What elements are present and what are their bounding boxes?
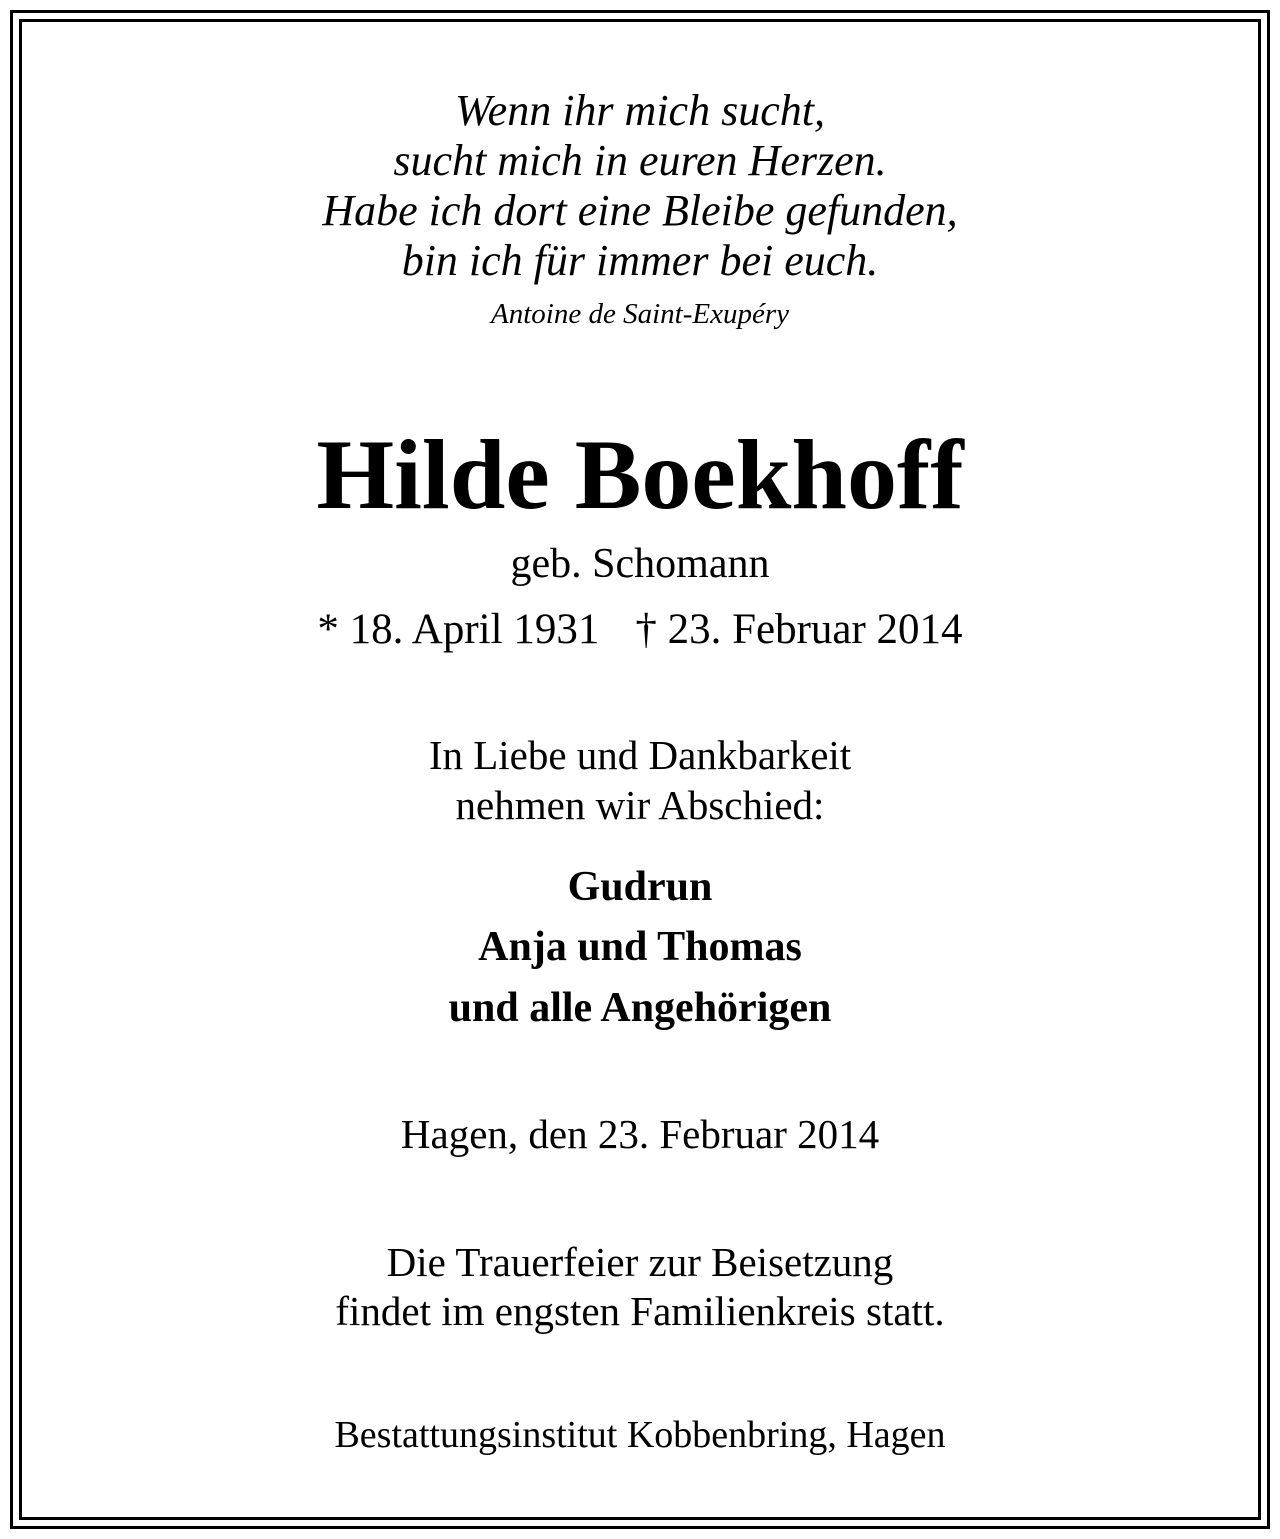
death-date: † 23. Februar 2014	[635, 606, 963, 653]
birth-date: * 18. April 1931	[317, 606, 600, 653]
quote-line: sucht mich in euren Herzen.	[393, 136, 887, 185]
quote-line: bin ich für immer bei euch.	[401, 236, 879, 285]
quote-author: Antoine de Saint-Exupéry	[491, 298, 789, 330]
deceased-name: Hilde Boekhoff	[316, 419, 964, 530]
life-dates	[0, 608, 1280, 651]
funeral-home: Bestattungsinstitut Kobbenbring, Hagen	[334, 1414, 946, 1456]
mourner-name: und alle Angehörigen	[448, 985, 832, 1031]
place-date: Hagen, den 23. Februar 2014	[400, 1111, 880, 1157]
maiden-name: geb. Schomann	[510, 541, 770, 587]
ceremony-line: Die Trauerfeier zur Beisetzung	[386, 1239, 894, 1285]
ceremony-line: findet im engsten Familienkreis statt.	[335, 1288, 945, 1334]
mourner-name: Gudrun	[567, 864, 713, 910]
mourner-name: Anja und Thomas	[478, 924, 802, 970]
quote-line: Wenn ihr mich sucht,	[455, 86, 825, 135]
farewell-line: In Liebe und Dankbarkeit	[428, 732, 852, 778]
farewell-line: nehmen wir Abschied:	[455, 782, 825, 828]
quote-line: Habe ich dort eine Bleibe gefunden,	[322, 186, 958, 235]
